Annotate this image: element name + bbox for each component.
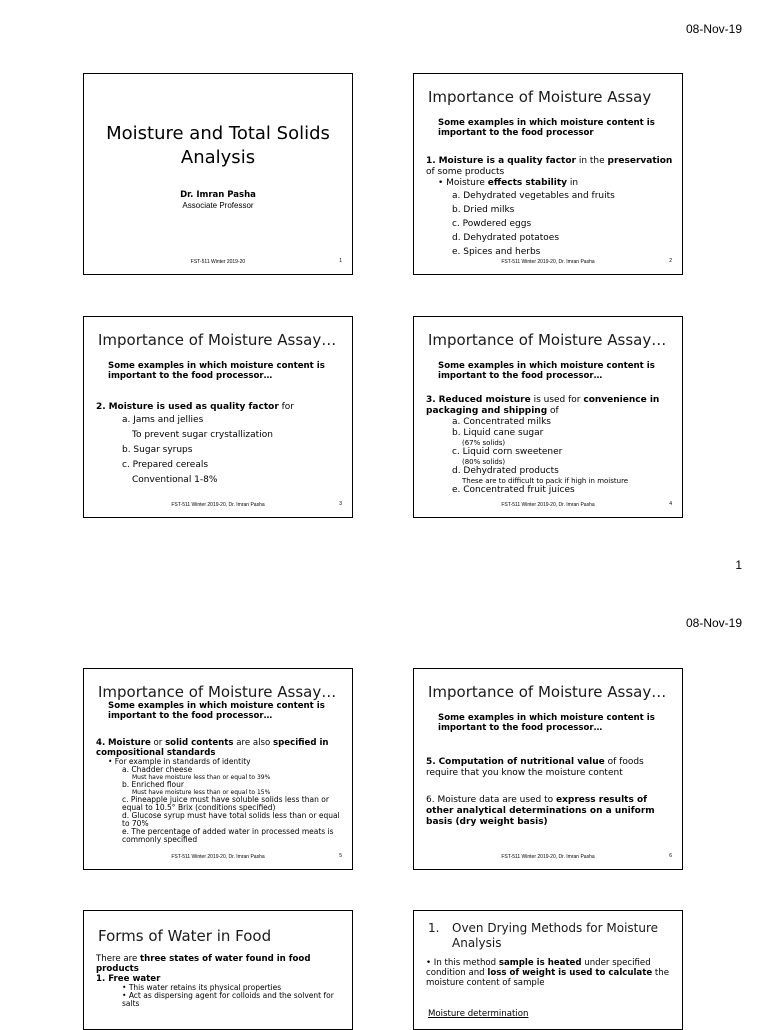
slide-subtitle: Some examples in which moisture content is important to the food processor (438, 118, 655, 138)
list-item: b. Liquid cane sugar (452, 428, 544, 438)
slide-6 (413, 668, 683, 870)
list-item: d. Glucose syrup must have total solids less than or equal to 70% (122, 811, 340, 828)
slide-body (96, 738, 344, 844)
list-note: Must have moisture less than or equal to 15% (132, 789, 271, 796)
slide-title: 1. Oven Drying Methods for Moisture Analysis (428, 921, 659, 950)
slide-title: Importance of Moisture Assay… (98, 683, 337, 701)
list-note: (67% solids) (462, 439, 506, 447)
slide-5 (83, 668, 353, 870)
list-item: c. Prepared cereals (122, 460, 209, 470)
slide-title: Importance of Moisture Assay… (98, 331, 337, 349)
list-item: e. The percentage of added water in processed meats is commonly specified (122, 827, 334, 844)
list-item: e. Concentrated fruit juices (452, 485, 575, 495)
slide-number: 6 (669, 853, 672, 859)
point-5: 5. Computation of nutritional value of foods require that you know the moisture content (426, 757, 644, 778)
slide-7 (83, 910, 353, 1030)
slide-footer: FST-511 Winter 2019-20, Dr. Imran Pasha (501, 854, 595, 860)
list-item: c. Pineapple juice must have soluble solids less than or equal to 10.5° Brix (conditions specified) (122, 795, 329, 812)
slide-number: 5 (339, 853, 342, 859)
list-item: a. Chadder cheese (122, 765, 193, 774)
slide-number: 3 (339, 501, 342, 507)
list-item: c. Powdered eggs (452, 219, 532, 229)
section-heading: Moisture determination (428, 1009, 529, 1019)
list-item: a. Jams and jellies (122, 415, 204, 425)
author-role: Associate Professor (182, 201, 254, 210)
bullet: • In this method sample is heated under specified condition and loss of weight is used to calculate the moisture content of sample (426, 958, 670, 988)
slide-number: 4 (669, 501, 672, 507)
slide-subtitle: Some examples in which moisture content is important to the food processor… (438, 713, 655, 733)
slide-footer: FST-511 Winter 2019-20, Dr. Imran Pasha (501, 502, 595, 508)
list-item: b. Sugar syrups (122, 445, 193, 455)
list-item: 1. Free water (96, 974, 161, 984)
slide-title: Importance of Moisture Assay… (428, 683, 667, 701)
slide-1 (83, 73, 353, 275)
bullet: • This water retains its physical properties (122, 983, 282, 992)
slide-subtitle: Some examples in which moisture content is important to the food processor… (108, 701, 325, 721)
list-item: e. Spices and herbs (452, 247, 541, 257)
slide-3 (83, 316, 353, 518)
list-item: a. Concentrated milks (452, 417, 551, 427)
point-3: 3. Reduced moisture is used for convenience in packaging and shipping of (426, 395, 660, 416)
bullet: • For example in standards of identity (108, 757, 251, 766)
point-6: 6. Moisture data are used to express results of other analytical determinations on a uniform basis (dry weight basis) (426, 795, 655, 827)
slide-title: Forms of Water in Food (98, 927, 272, 945)
point-2: 2. Moisture is used as quality factor for (96, 402, 295, 412)
slide-subtitle: Some examples in which moisture content is important to the food processor… (108, 361, 325, 381)
author-name: Dr. Imran Pasha (180, 190, 256, 200)
slide-subtitle: Some examples in which moisture content is important to the food processor… (438, 361, 655, 381)
slide-title: Moisture and Total Solids Analysis (106, 123, 330, 168)
slide-8 (413, 910, 683, 1030)
page-date: 08-Nov-19 (685, 616, 742, 630)
list-note: These are to difficult to pack if high in moisture (462, 477, 629, 485)
list-note: Conventional 1-8% (132, 475, 218, 485)
list-note: To prevent sugar crystallization (132, 430, 273, 440)
slide-footer: FST-511 Winter 2019-20, Dr. Imran Pasha (501, 259, 595, 265)
slide-footer: FST-511 Winter 2019-20, Dr. Imran Pasha (171, 854, 265, 860)
slide-body (96, 402, 344, 488)
list-item: b. Enriched flour (122, 780, 184, 789)
bullet: • Moisture effects stability in (438, 178, 579, 188)
bullet: • Act as dispersing agent for colloids and the solvent for salts (122, 991, 334, 1008)
slide-body: 1. Moisture is a quality factor in the preservation of some products • Moisture effects stability in a. Dehydrated vegetables and fruits b. Dried milks c. Powdered eggs d. Dehydrated potatoes e. Spices and herbs (426, 156, 673, 257)
slide-2 (413, 73, 683, 275)
slide-footer: FST-511 Winter 2019-20 (190, 259, 246, 265)
list-item: d. Dehydrated potatoes (452, 233, 560, 243)
slide-body (426, 395, 674, 496)
list-item: a. Dehydrated vegetables and fruits (452, 191, 615, 201)
page-date: 08-Nov-19 (685, 22, 742, 36)
point-1: 1. Moisture is a quality factor in the preservation (426, 156, 673, 166)
list-item: b. Dried milks (452, 205, 515, 215)
slide-number: 2 (669, 258, 672, 264)
slide-4 (413, 316, 683, 518)
point-4: 4. Moisture or solid contents are also specified in compositional standards (96, 738, 329, 758)
slide-number: 1 (339, 258, 342, 264)
slide-title: Importance of Moisture Assay… (428, 331, 667, 349)
list-note: Must have moisture less than or equal to 39% (132, 774, 271, 781)
list-item: c. Liquid corn sweetener (452, 447, 563, 457)
page-number: 1 (735, 558, 742, 572)
list-note: (80% solids) (462, 458, 506, 466)
slide-title: Importance of Moisture Assay (428, 88, 652, 106)
slide-body (426, 958, 674, 988)
list-item: d. Dehydrated products (452, 466, 559, 476)
slide-body (426, 757, 674, 828)
slide-footer: FST-511 Winter 2019-20, Dr. Imran Pasha (171, 502, 265, 508)
slide-body (96, 954, 344, 1008)
intro: There are three states of water found in food products (96, 954, 311, 974)
